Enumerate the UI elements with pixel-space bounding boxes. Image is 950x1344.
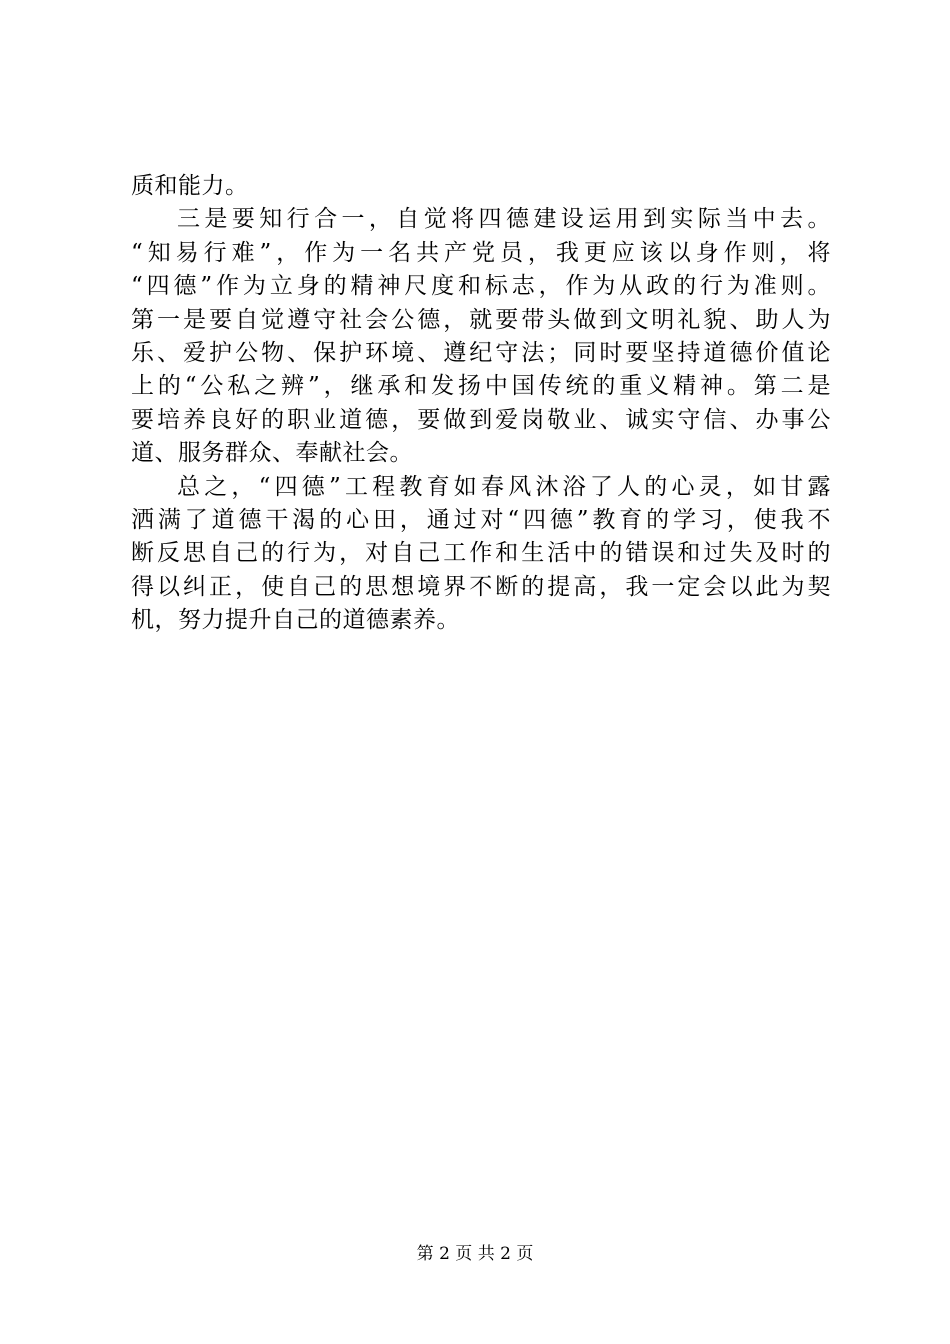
text-line: 第一是要自觉遵守社会公德，就要带头做到文明礼貌、助人为 <box>131 306 831 333</box>
text-line: 要培养良好的职业道德，要做到爱岗敬业、诚实守信、办事公 <box>131 406 831 433</box>
text-line: 上的“公私之辨”，继承和发扬中国传统的重义精神。第二是 <box>131 373 831 400</box>
text-line: “知易行难”，作为一名共产党员，我更应该以身作则，将 <box>131 239 831 266</box>
text-line: 洒满了道德干渴的心田，通过对“四德”教育的学习，使我不 <box>131 506 831 533</box>
text-line: 机，努力提升自己的道德素养。 <box>131 607 460 634</box>
text-line: “四德”作为立身的精神尺度和标志，作为从政的行为准则。 <box>131 273 831 300</box>
text-line: 断反思自己的行为，对自己工作和生活中的错误和过失及时的 <box>131 540 831 567</box>
paragraph-start-line: 三是要知行合一，自觉将四德建设运用到实际当中去。 <box>177 206 831 233</box>
document-body <box>131 170 831 637</box>
text-line: 乐、爱护公物、保护环境、遵纪守法；同时要坚持道德价值论 <box>131 339 831 366</box>
text-line: 质和能力。 <box>131 173 249 199</box>
text-line: 道、服务群众、奉献社会。 <box>131 440 413 467</box>
text-line: 得以纠正，使自己的思想境界不断的提高，我一定会以此为契 <box>131 573 831 600</box>
page-footer: 第 2 页 共 2 页 <box>416 1244 534 1264</box>
paragraph-start-line: 总之，“四德”工程教育如春风沐浴了人的心灵，如甘露 <box>177 473 831 500</box>
